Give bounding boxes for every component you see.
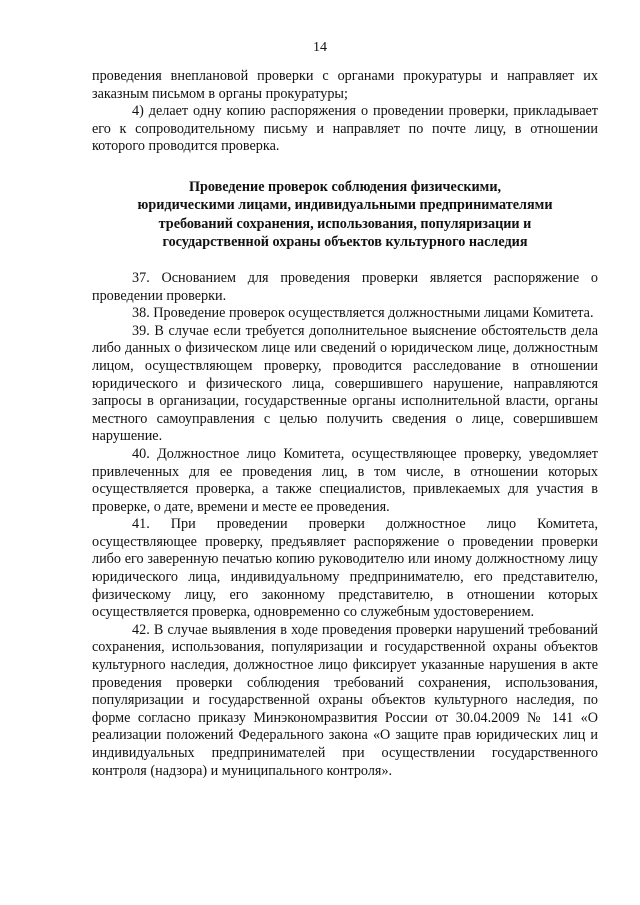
- intro-continuation: проведения внеплановой проверки с органами прокуратуры и направляет их заказным письмом в органы прокуратуры;: [92, 68, 598, 102]
- document-body: [92, 68, 598, 780]
- paragraph-38: 38. Проведение проверок осуществляется должностными лицами Комитета.: [132, 305, 594, 322]
- intro-item-4: 4) делает одну копию распоряжения о проведении проверки, прикладывает его к сопроводительному письму и направляет по почте лицу, в отношении которого проводится проверка.: [92, 103, 598, 155]
- section-heading-line-3: требований сохранения, использования, популяризации и: [158, 215, 532, 232]
- paragraph-39: 39. В случае если требуется дополнительное выяснение обстоятельств дела либо данных о физическом лице или сведений о юридическом лице, должностным лицом, осуществляющем проверку, проводится расследование в отношении юридического и физического лица, совершившего нарушение, направляются запросы в организации, государственные органы исполнительной власти, органы местного самоуправления с целью получить сведения о лице, совершившем нарушение.: [92, 322, 598, 445]
- page-number: 14: [313, 40, 327, 55]
- section-heading-line-2: юридическими лицами, индивидуальными предпринимателями: [137, 197, 553, 214]
- paragraph-37: 37. Основанием для проведения проверки является распоряжение о проведении проверки.: [92, 269, 598, 304]
- section-heading-line-1: Проведение проверок соблюдения физическими,: [188, 178, 502, 195]
- section-heading-line-4: государственной охраны объектов культурного наследия: [162, 234, 528, 251]
- paragraph-40: 40. Должностное лицо Комитета, осуществляющее проверку, уведомляет привлеченных для ее проведения лиц, в том числе, в отношении которых осуществляется проверка, а также специалистов, привлекаемых для участия в проверке, о дате, времени и месте ее проведения.: [92, 445, 598, 515]
- section-heading: [92, 178, 598, 252]
- paragraph-42: 42. В случае выявления в ходе проведения проверки нарушений требований сохранения, использования, популяризации и государственной охраны объектов культурного наследия, должностное лицо фиксирует указанные нарушения в акте проведения проверки соблюдения требований сохранения, использования, популяризации и государственной охраны объектов культурного наследия, по форме согласно приказу Минэкономразвития России от 30.04.2009 № 141 «О реализации положений Федерального закона «О защите прав юридических лиц и индивидуальных предпринимателей при осуществлении государственного контроля (надзора) и муниципального контроля».: [92, 621, 598, 779]
- paragraph-41: 41. При проведении проверки должностное лицо Комитета, осуществляющее проверку, предъявляет распоряжение о проведении проверки либо его заверенную печатью копию руководителю или иному должностному лицу юридического лица, индивидуальному предпринимателю, его представителю, физическому лицу, его законному представителю, в отношении которых осуществляется проверка, одновременно со служебным удостоверением.: [92, 516, 598, 621]
